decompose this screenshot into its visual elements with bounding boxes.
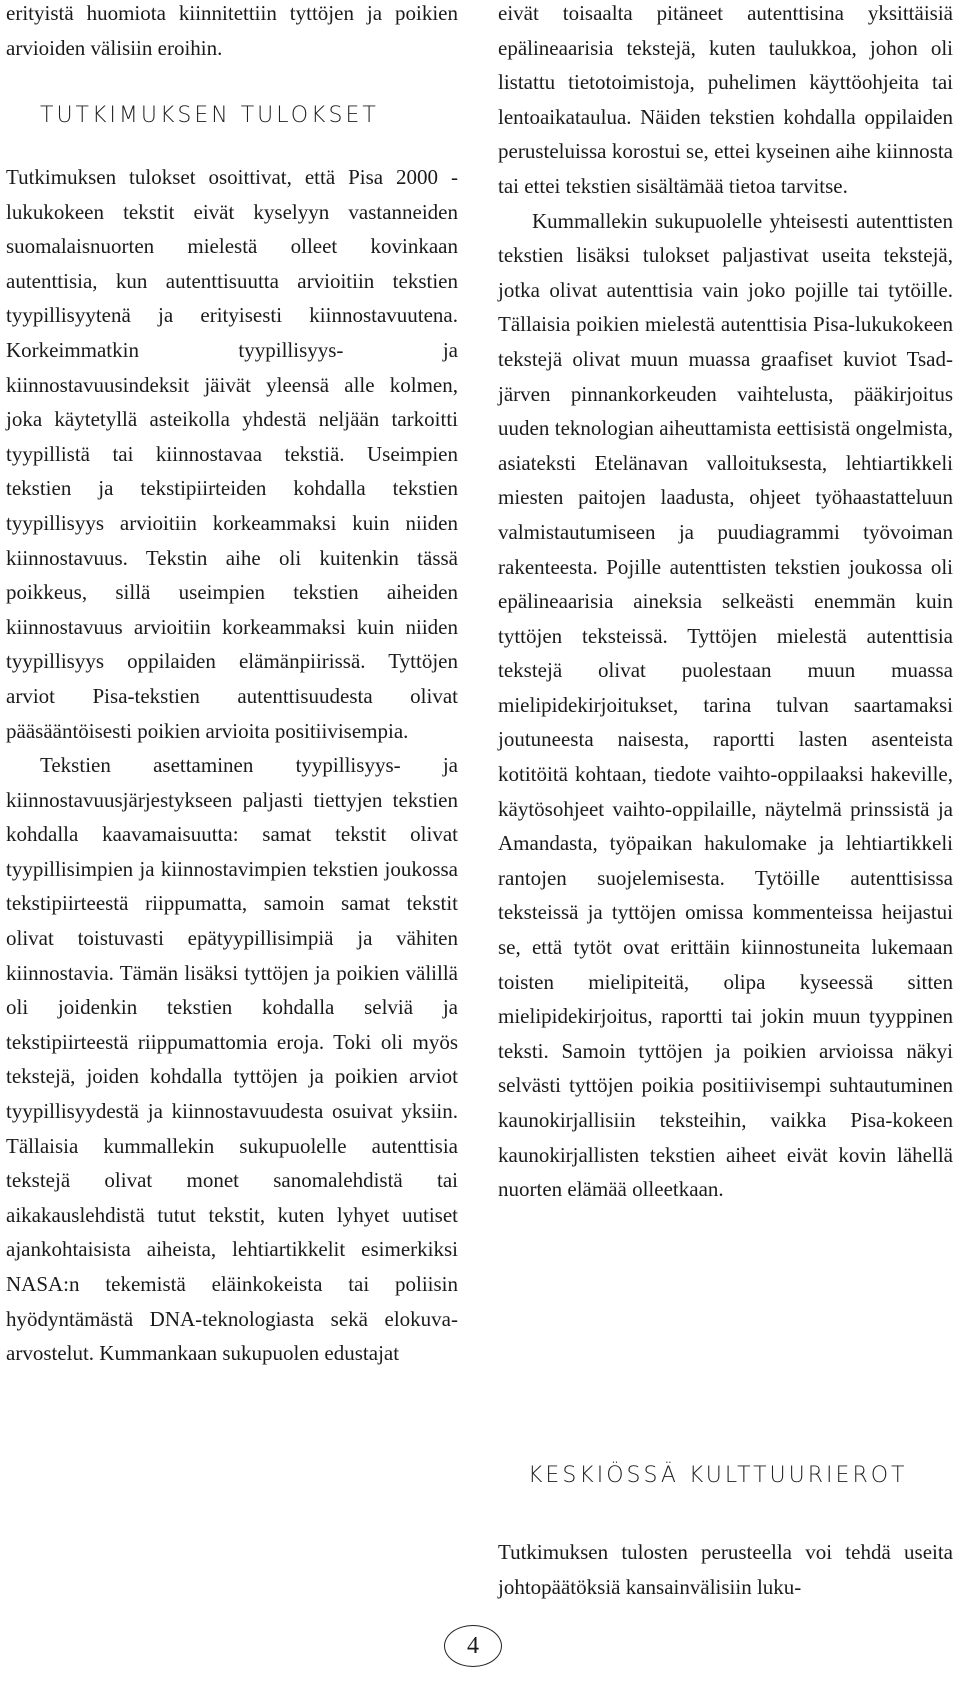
results-paragraph-1: Tutkimuksen tulokset osoittivat, että Pisa 2000 -lukukokeen tekstit eivät kyselyyn vastanneiden suomalaisnuorten mielestä olleet kovinkaan autenttisia, kun autenttisuutta arvioitiin tekstien tyypillisyytenä ja erityisesti kiinnostavuutena. Korkeimmatkin tyypillisyys- ja kiinnostavuusindeksit jäivät yleensä alle kolmen, joka käytetyllä asteikolla yhdestä neljään tarkoitti tyypillistä tai kiinnostavaa tekstiä. Useimpien tekstien ja tekstipiirteiden kohdalla tekstien tyypillisyys arvioitiin korkeammaksi kuin niiden kiinnostavuus. Tekstin aihe oli kuitenkin tässä poikkeus, sillä useimpien tekstien aiheiden kiinnostavuus arvioitiin korkeammaksi kuin niiden tyypillisyys oppilaiden elämänpiirissä. Tyttöjen arviot Pisa-tekstien autenttisuudesta olivat pääsääntöisesti poikien arvioita positiivisempia. [6, 165, 458, 743]
page-number-text: 4 [467, 1632, 479, 1659]
right-paragraph-1: eivät toisaalta pitäneet autenttisina yksittäisiä epälineaarisia tekstejä, kuten taulukkoa, johon oli listattu tietotoimistoja, puhelimen käyttöohjeita tai lentoaikataulua. Näiden tekstien kohdalla oppilaiden perusteluissa korostui se, ettei kyseinen aihe kiinnosta tai ettei tekstien sisältämää tietoa tarvitse. [498, 1, 953, 198]
results-paragraph-2: Tekstien asettaminen tyypillisyys- ja kiinnostavuusjärjestykseen paljasti tiettyjen tekstien kohdalla kaavamaisuutta: samat tekstit olivat tyypillisimpien ja kiinnostavimpien tekstien joukossa tekstipiirteestä riippumatta, samoin samat tekstit olivat toistuvasti epätyypillisimpiä ja vähiten kiinnostavia. Tämän lisäksi tyttöjen ja poikien välillä oli joidenkin tekstien kohdalla selviä ja tekstipiirteestä riippumattomia eroja. Toki oli myös tekstejä, joiden kohdalla tyttöjen ja poikien arviot tyypillisyydestä ja kiinnostavuudesta osuivat yksiin. Tällaisia kummallekin sukupuolelle autenttisia tekstejä olivat monet sanomalehdistä tai aikakauslehdistä tutut tekstit, kuten lyhyet uutiset ajankohtaisista aiheista, lehtiartikkelit esimerkiksi NASA:n tekemistä eläinkokeista tai poliisin hyödyntämästä DNA-teknologiasta sekä elokuva-arvostelut. Kummankaan sukupuolen edustajat [6, 753, 458, 1366]
section-heading-results: TUTKIMUKSEN TULOKSET [40, 103, 379, 128]
page-number [444, 1625, 502, 1667]
section-heading-culture: KESKIÖSSÄ KULTTUURIEROT [528, 1463, 908, 1488]
intro-text: erityistä huomiota kiinnitettiin tyttöjen ja poikien arvioiden välisiin eroihin. [6, 1, 458, 60]
right-paragraph-2: Kummallekin sukupuolelle yhteisesti autenttisten tekstien lisäksi tulokset paljastivat useita tekstejä, jotka olivat autenttisia vain joko pojille tai tytöille. Tällaisia poikien mielestä autenttisia Pisa-lukukokeen tekstejä olivat muun muassa graafiset kuviot Tsad-järven pinnankorkeuden vaihtelusta, pääkirjoitus uuden teknologian aiheuttamista eettisistä ongelmista, asiateksti Etelänavan valloituksesta, lehtiartikkeli miesten paitojen laadusta, ohjeet työhaastatteluun valmistautumiseen ja puudiagrammi työvoiman rakenteesta. Pojille autenttisten tekstien joukossa oli epälineaarisia aineksia selkeästi enemmän kuin tyttöjen teksteissä. Tyttöjen mielestä autenttisia tekstejä olivat puolestaan muun muassa mielipidekirjoitukset, tarina tulvan saartamaksi joutuneesta naisesta, raportti lasten asenteista kotitöitä kohtaan, tiedote vaihto-oppilaaksi hakeville, käytösohjeet vaihto-oppilaille, näytelmä prinssistä ja Amandasta, työpaikan hakulomake ja lehtiartikkeli rantojen suojelemisesta. Tytöille autenttisissa teksteissä ja tyttöjen omissa kommenteissa heijastui se, että tytöt ovat erittäin kiinnostuneita lukemaan toisten mielipiteitä, olipa kyseessä sitten mielipidekirjoitus, raportti tai jokin muun tyyppinen teksti. Samoin tyttöjen ja poikien arvioissa näkyi selvästi tyttöjen poikia positiivisempi suhtautuminen kaunokirjallisiin teksteihin, vaikka Pisa-kokeen kaunokirjallisten tekstien aiheet eivät kovin lähellä nuorten elämää olleetkaan. [498, 208, 953, 1202]
culture-paragraph-1: Tutkimuksen tulosten perusteella voi tehdä useita johtopäätöksiä kansainvälisiin luku- [498, 1540, 953, 1599]
